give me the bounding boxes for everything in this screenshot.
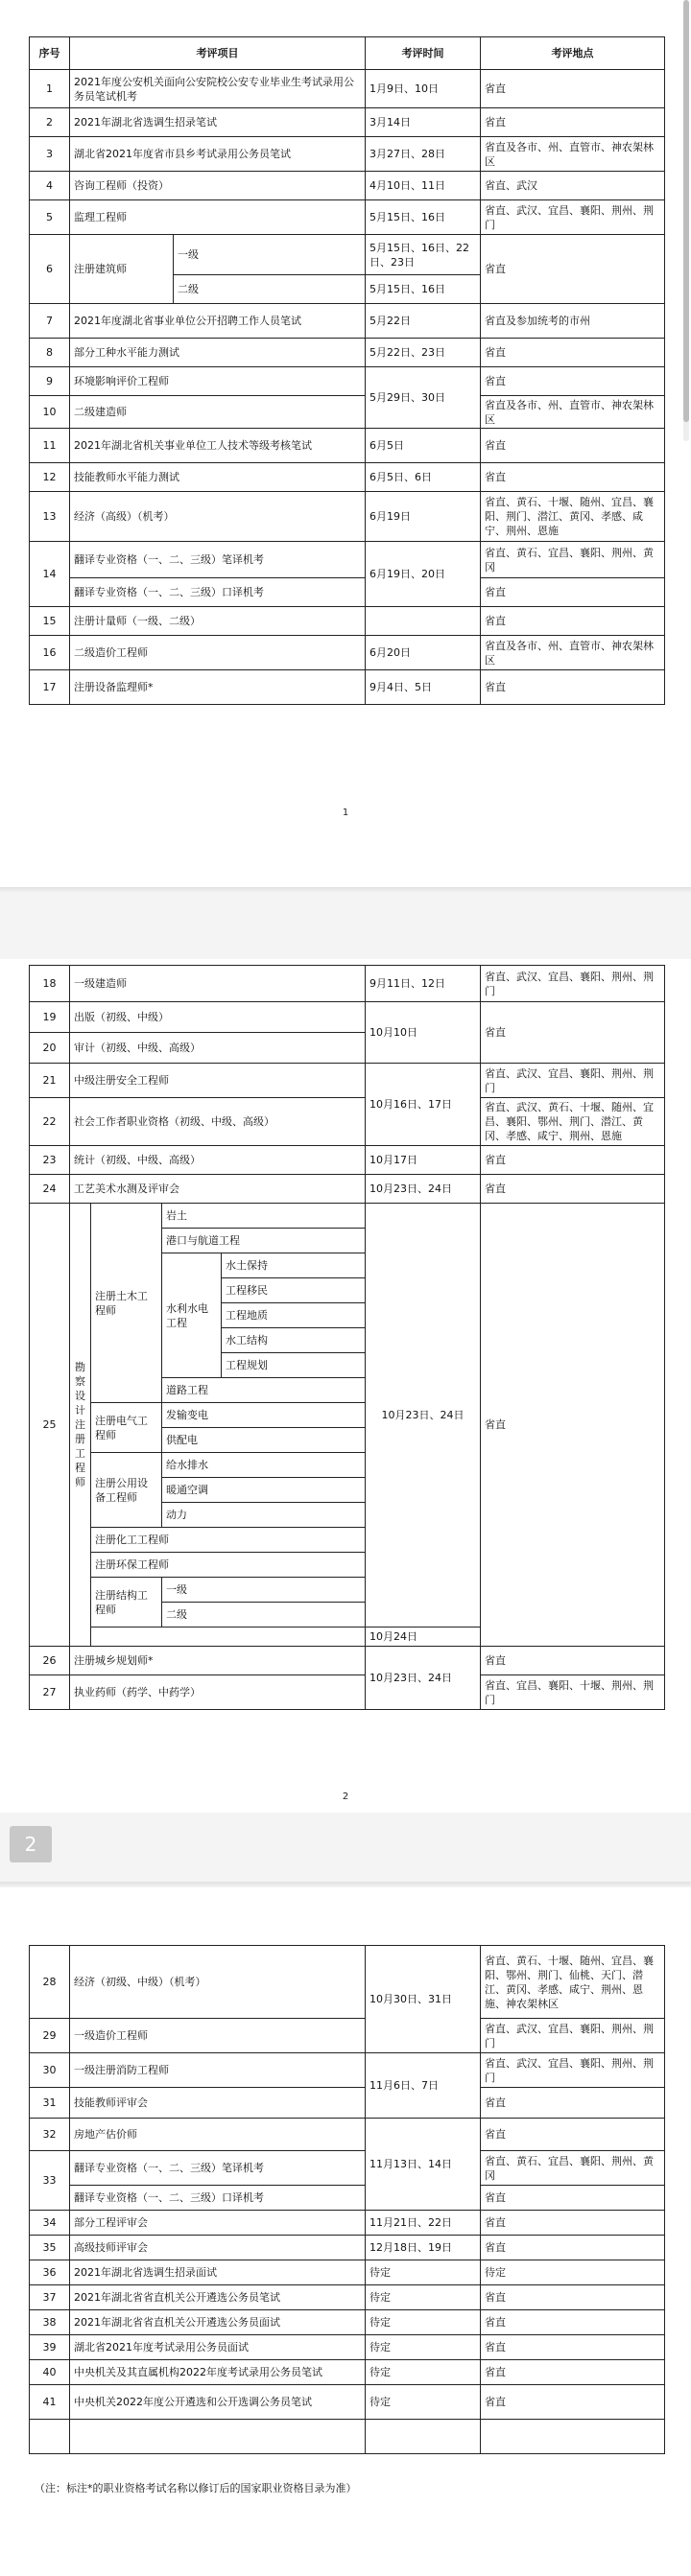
row-place: 省直	[481, 1175, 665, 1204]
row-item: 注册计量师（一级、二级）	[70, 607, 366, 636]
row-no: 31	[30, 2088, 70, 2119]
row-no: 19	[30, 1002, 70, 1033]
table-row	[30, 2119, 665, 2151]
row-no: 38	[30, 2310, 70, 2335]
row-item: 中央机关2022年度公开遴选和公开选调公务员笔试	[70, 2385, 366, 2420]
row-item: 工艺美术水测及评审会	[70, 1175, 366, 1204]
table-row	[30, 304, 665, 339]
row-place: 省直及各市、州、直管市、神农架林区	[481, 396, 665, 429]
table-row	[30, 1002, 665, 1033]
row-item: 环境影响评价工程师	[70, 367, 366, 396]
table-row	[30, 429, 665, 463]
row-time: 6月19日、20日	[366, 542, 481, 607]
row-time: 11月6日、7日	[366, 2053, 481, 2119]
table-row	[30, 1647, 665, 1675]
row-time: 6月20日	[366, 636, 481, 670]
row-no: 16	[30, 636, 70, 670]
row-time	[366, 607, 481, 636]
row-no: 12	[30, 463, 70, 492]
row-item: 一级注册消防工程师	[70, 2053, 366, 2088]
row-no: 23	[30, 1146, 70, 1175]
table-row	[30, 1946, 665, 2019]
row-item: 社会工作者职业资格（初级、中级、高级）	[70, 1098, 366, 1146]
row-place: 省直	[481, 1647, 665, 1675]
row-time: 6月5日	[366, 429, 481, 463]
row-place: 省直及参加统考的市州	[481, 304, 665, 339]
row-place: 省直	[481, 2285, 665, 2310]
row-time: 10月23日、24日	[366, 1647, 481, 1710]
row-item: 注册设备监理师*	[70, 670, 366, 705]
row-no: 33	[30, 2151, 70, 2211]
row-subitem-empty	[91, 1628, 366, 1647]
row-item: 2021年湖北省省直机关公开遴选公务员笔试	[70, 2285, 366, 2310]
row-place: 省直	[481, 2186, 665, 2211]
document-page-1	[0, 0, 691, 887]
row-subgroup: 注册公用设备工程师	[91, 1453, 162, 1528]
page-gap	[0, 887, 691, 893]
row-item: 注册建筑师	[70, 235, 174, 304]
table-row	[30, 2260, 665, 2285]
row-no: 11	[30, 429, 70, 463]
table-row	[30, 1675, 665, 1710]
header-item: 考评项目	[70, 37, 366, 70]
row-item	[70, 2420, 366, 2454]
row-time: 12月18日、19日	[366, 2236, 481, 2260]
row-place: 省直	[481, 607, 665, 636]
row-time: 待定	[366, 2360, 481, 2385]
row-item: 出版（初级、中级）	[70, 1002, 366, 1033]
table-row	[30, 137, 665, 172]
row-no: 32	[30, 2119, 70, 2151]
table-row	[30, 1204, 665, 1229]
row-subitem: 道路工程	[162, 1378, 366, 1403]
row-time: 10月16日、17日	[366, 1064, 481, 1146]
page-number: 1	[342, 808, 349, 818]
header-place: 考评地点	[481, 37, 665, 70]
row-subitem: 给水排水	[162, 1453, 366, 1478]
document-page-2	[0, 959, 691, 1813]
row-no: 8	[30, 339, 70, 367]
table-row	[30, 200, 665, 235]
table-row	[30, 1146, 665, 1175]
row-item: 部分工程评审会	[70, 2211, 366, 2236]
row-subitem: 二级	[162, 1603, 366, 1628]
row-no: 28	[30, 1946, 70, 2019]
row-place: 省直	[481, 2088, 665, 2119]
row-no: 39	[30, 2335, 70, 2360]
row-item: 2021年湖北省省直机关公开遴选公务员面试	[70, 2310, 366, 2335]
row-time: 5月22日	[366, 304, 481, 339]
table-row	[30, 2360, 665, 2385]
table-row	[30, 492, 665, 542]
scrollbar-thumb[interactable]	[683, 0, 689, 422]
row-item: 经济（高级）（机考）	[70, 492, 366, 542]
row-item: 翻译专业资格（一、二、三级）笔译机考	[70, 542, 366, 578]
row-place: 省直	[481, 2385, 665, 2420]
row-place: 省直	[481, 2236, 665, 2260]
table-row	[30, 2236, 665, 2260]
row-time: 6月19日	[366, 492, 481, 542]
row-no: 13	[30, 492, 70, 542]
table-row	[30, 2186, 665, 2211]
row-time: 4月10日、11日	[366, 172, 481, 200]
row-item: 高级技师评审会	[70, 2236, 366, 2260]
row-no: 26	[30, 1647, 70, 1675]
row-no: 7	[30, 304, 70, 339]
table-row	[30, 1098, 665, 1146]
row-time: 待定	[366, 2385, 481, 2420]
row-no: 15	[30, 607, 70, 636]
row-place: 省直、黄石、十堰、随州、宜昌、襄阳、鄂州、荆门、仙桃、天门、潜江、黄冈、孝感、咸宁、荆州、恩施、神农架林区	[481, 1946, 665, 2019]
row-place: 省直	[481, 1204, 665, 1647]
row-no: 34	[30, 2211, 70, 2236]
row-subitem: 暖通空调	[162, 1478, 366, 1503]
row-subitem: 工程规划	[222, 1353, 366, 1378]
row-subitem: 一级	[174, 235, 366, 275]
row-place: 省直	[481, 108, 665, 137]
row-time: 10月23日、24日	[366, 1175, 481, 1204]
row-time: 6月5日、6日	[366, 463, 481, 492]
table-row	[30, 70, 665, 108]
row-time: 待定	[366, 2260, 481, 2285]
row-item: 2021年湖北省选调生招录笔试	[70, 108, 366, 137]
row-item: 咨询工程师（投资）	[70, 172, 366, 200]
row-time: 5月15日、16日	[366, 275, 481, 304]
row-time: 10月23日、24日	[366, 1204, 481, 1628]
row-no: 9	[30, 367, 70, 396]
row-place: 省直、黄石、宜昌、襄阳、荆州、黄冈	[481, 542, 665, 578]
row-no: 10	[30, 396, 70, 429]
table-row	[30, 636, 665, 670]
row-subitem: 供配电	[162, 1428, 366, 1453]
table-row	[30, 607, 665, 636]
row-item: 技能教师水平能力测试	[70, 463, 366, 492]
row-place: 省直	[481, 235, 665, 304]
row-item: 翻译专业资格（一、二、三级）笔译机考	[70, 2151, 366, 2186]
row-item: 2021年湖北省选调生招录面试	[70, 2260, 366, 2285]
table-row	[30, 966, 665, 1002]
footnote: （注：标注*的职业资格考试名称以修订后的国家职业资格目录为准）	[35, 2482, 357, 2494]
row-place: 省直	[481, 2310, 665, 2335]
row-place: 省直、黄石、宜昌、襄阳、荆州、黄冈	[481, 2151, 665, 2186]
row-time: 11月21日、22日	[366, 2211, 481, 2236]
row-time: 9月4日、5日	[366, 670, 481, 705]
row-no: 30	[30, 2053, 70, 2088]
row-no: 20	[30, 1033, 70, 1064]
table-row	[30, 2285, 665, 2310]
row-subgroup: 注册结构工程师	[91, 1578, 162, 1628]
table-row	[30, 2088, 665, 2119]
row-place: 省直	[481, 2360, 665, 2385]
row-item: 二级建造师	[70, 396, 366, 429]
row-item: 中级注册安全工程师	[70, 1064, 366, 1098]
row-item: 二级造价工程师	[70, 636, 366, 670]
row-place: 省直、武汉、宜昌、襄阳、荆州、荆门	[481, 966, 665, 1002]
row-no: 29	[30, 2019, 70, 2053]
row-time: 待定	[366, 2310, 481, 2335]
row-time: 待定	[366, 2335, 481, 2360]
page-number: 2	[342, 1791, 349, 1802]
row-place: 省直	[481, 463, 665, 492]
exam-schedule-table-page-1	[29, 36, 665, 705]
row-subitem: 二级	[174, 275, 366, 304]
row-place: 待定	[481, 2260, 665, 2285]
row-time: 10月10日	[366, 1002, 481, 1064]
row-item: 2021年度公安机关面向公安院校公安专业毕业生考试录用公务员笔试机考	[70, 70, 366, 108]
table-row	[30, 1064, 665, 1098]
row-time: 5月15日、16日	[366, 200, 481, 235]
row-place: 省直、宜昌、襄阳、十堰、荆州、荆门	[481, 1675, 665, 1710]
row-time: 11月13日、14日	[366, 2119, 481, 2211]
table-row	[30, 2211, 665, 2236]
table-row	[30, 670, 665, 705]
row-no: 14	[30, 542, 70, 607]
row-time: 10月24日	[366, 1628, 481, 1647]
row-place: 省直及各市、州、直管市、神农架林区	[481, 636, 665, 670]
table-header-row	[30, 37, 665, 70]
row-subitem: 注册化工工程师	[91, 1528, 366, 1553]
row-time: 10月30日、31日	[366, 1946, 481, 2053]
header-time: 考评时间	[366, 37, 481, 70]
row-time: 3月27日、28日	[366, 137, 481, 172]
row-place: 省直	[481, 670, 665, 705]
row-no: 17	[30, 670, 70, 705]
row-time: 5月22日、23日	[366, 339, 481, 367]
row-no: 25	[30, 1204, 70, 1647]
table-row	[30, 2053, 665, 2088]
row-subitem: 一级	[162, 1578, 366, 1603]
row-item: 湖北省2021年度考试录用公务员面试	[70, 2335, 366, 2360]
row-item: 房地产估价师	[70, 2119, 366, 2151]
row-item: 统计（初级、中级、高级）	[70, 1146, 366, 1175]
table-row	[30, 2385, 665, 2420]
header-no: 序号	[30, 37, 70, 70]
table-row	[30, 235, 665, 275]
row-item: 一级建造师	[70, 966, 366, 1002]
table-row	[30, 2019, 665, 2053]
row-subitem: 工程地质	[222, 1303, 366, 1328]
row-place: 省直、武汉、宜昌、襄阳、荆州、荆门	[481, 2053, 665, 2088]
row-place: 省直	[481, 2335, 665, 2360]
row-place	[481, 2420, 665, 2454]
row-item: 翻译专业资格（一、二、三级）口译机考	[70, 578, 366, 607]
row-no: 2	[30, 108, 70, 137]
row-item: 执业药师（药学、中药学）	[70, 1675, 366, 1710]
table-row	[30, 396, 665, 429]
row-subitem: 水工结构	[222, 1328, 366, 1353]
row-no: 40	[30, 2360, 70, 2385]
row-subitem: 岩土	[162, 1204, 366, 1229]
row-time	[366, 2420, 481, 2454]
row-place: 省直	[481, 70, 665, 108]
table-row	[30, 542, 665, 578]
row-no: 4	[30, 172, 70, 200]
row-item: 监理工程师	[70, 200, 366, 235]
table-row	[30, 172, 665, 200]
row-subgroup: 注册电气工程师	[91, 1403, 162, 1453]
row-no: 18	[30, 966, 70, 1002]
row-no: 1	[30, 70, 70, 108]
row-no: 6	[30, 235, 70, 304]
row-time: 10月17日	[366, 1146, 481, 1175]
row-time: 1月9日、10日	[366, 70, 481, 108]
row-subitem: 水土保持	[222, 1253, 366, 1278]
row-item: 技能教师评审会	[70, 2088, 366, 2119]
row-subitem: 注册环保工程师	[91, 1553, 366, 1578]
row-time: 5月15日、16日、22日、23日	[366, 235, 481, 275]
exam-schedule-table-page-2	[29, 965, 665, 1710]
row-no: 24	[30, 1175, 70, 1204]
row-subitem: 港口与航道工程	[162, 1229, 366, 1253]
row-item: 一级造价工程师	[70, 2019, 366, 2053]
row-place: 省直、武汉、宜昌、襄阳、荆州、荆门	[481, 1064, 665, 1098]
row-time: 5月29日、30日	[366, 367, 481, 429]
row-subitem: 动力	[162, 1503, 366, 1528]
row-time: 9月11日、12日	[366, 966, 481, 1002]
row-no: 35	[30, 2236, 70, 2260]
row-no: 36	[30, 2260, 70, 2285]
row-no	[30, 2420, 70, 2454]
row-place: 省直	[481, 578, 665, 607]
row-subgroup: 注册土木工程师	[91, 1204, 162, 1403]
row-place: 省直	[481, 339, 665, 367]
table-row	[30, 339, 665, 367]
row-no: 41	[30, 2385, 70, 2420]
row-time: 待定	[366, 2285, 481, 2310]
table-row	[30, 2420, 665, 2454]
row-place: 省直、武汉、黄石、十堰、随州、宜昌、襄阳、鄂州、荆门、潜江、黄冈、孝感、咸宁、荆州、恩施	[481, 1098, 665, 1146]
table-row	[30, 367, 665, 396]
row-place: 省直	[481, 429, 665, 463]
row-no: 37	[30, 2285, 70, 2310]
row-subgroup: 水利水电工程	[162, 1253, 222, 1378]
row-item: 部分工种水平能力测试	[70, 339, 366, 367]
row-no: 22	[30, 1098, 70, 1146]
exam-schedule-table-page-3	[29, 1945, 665, 2454]
row-place: 省直	[481, 1002, 665, 1064]
row-no: 3	[30, 137, 70, 172]
row-item: 湖北省2021年度省市县乡考试录用公务员笔试	[70, 137, 366, 172]
table-row	[30, 2335, 665, 2360]
row-item: 翻译专业资格（一、二、三级）口译机考	[70, 2186, 366, 2211]
row-no: 27	[30, 1675, 70, 1710]
row-no: 21	[30, 1064, 70, 1098]
table-row	[30, 578, 665, 607]
table-row	[30, 108, 665, 137]
row-item: 2021年度湖北省事业单位公开招聘工作人员笔试	[70, 304, 366, 339]
document-page-3	[0, 1887, 691, 2576]
row-item: 经济（初级、中级）（机考）	[70, 1946, 366, 2019]
row-place: 省直	[481, 1146, 665, 1175]
row-place: 省直	[481, 367, 665, 396]
row-place: 省直及各市、州、直管市、神农架林区	[481, 137, 665, 172]
row-subitem: 发输变电	[162, 1403, 366, 1428]
row-place: 省直、黄石、十堰、随州、宜昌、襄阳、荆门、潜江、黄冈、孝感、咸宁、荆州、恩施	[481, 492, 665, 542]
row-item: 中央机关及其直属机构2022年度考试录用公务员笔试	[70, 2360, 366, 2385]
row-place: 省直、武汉、宜昌、襄阳、荆州、荆门	[481, 2019, 665, 2053]
table-row	[30, 2151, 665, 2186]
table-row	[30, 463, 665, 492]
row-place: 省直	[481, 2211, 665, 2236]
row-item: 审计（初级、中级、高级）	[70, 1033, 366, 1064]
row-no: 5	[30, 200, 70, 235]
row-time: 3月14日	[366, 108, 481, 137]
page-indicator-badge: 2	[10, 1826, 52, 1862]
row-subitem: 工程移民	[222, 1278, 366, 1303]
row-group: 勘察设计注册工程师	[70, 1204, 91, 1647]
row-item: 注册城乡规划师*	[70, 1647, 366, 1675]
table-row	[30, 1175, 665, 1204]
row-item: 2021年湖北省机关事业单位工人技术等级考核笔试	[70, 429, 366, 463]
row-place: 省直	[481, 2119, 665, 2151]
row-place: 省直、武汉、宜昌、襄阳、荆州、荆门	[481, 200, 665, 235]
row-place: 省直、武汉	[481, 172, 665, 200]
table-row	[30, 2310, 665, 2335]
